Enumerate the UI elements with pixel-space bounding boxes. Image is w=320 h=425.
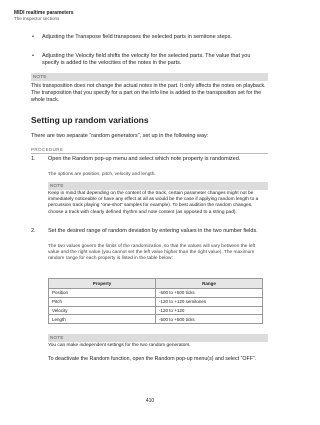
note-header (48, 334, 268, 342)
table-row (49, 297, 263, 306)
table-cell: Pitch (49, 297, 156, 306)
note-label: NOTE (50, 335, 64, 340)
bullet-icon: • (32, 34, 34, 40)
table-cell: Position (49, 289, 156, 298)
section-title: Setting up random variations (31, 115, 149, 125)
table-row (49, 289, 263, 298)
step-number: 2. (31, 228, 36, 234)
note-label: NOTE (33, 74, 47, 79)
bullet-text: Adjusting the Transpose field transposes the selected parts in semitone steps. (42, 34, 232, 40)
note-body: This transposition does not change the actual notes in the part. It only affects the notes on playback. The transposition that you specify for a part on the info line is added to the transposition set for the whole track. (31, 83, 266, 103)
note-body: Keep in mind that depending on the content of the track, certain parameter changes might not be immediately noticeable or have any effect at all as would be the case if applying random length to a percussion track playing “one-shot” samples for example). To best audition the random changes, choose a track with clearly defined rhythm and note content (as opposed to a string pad). (48, 191, 259, 215)
note-header (31, 73, 268, 81)
outro-text: To deactivate the Random function, open the Random pop-up menu(s) and select “OFF”. (48, 356, 257, 362)
page-number: 410 (145, 398, 155, 404)
bullet-text: Adjusting the Velocity field shifts the velocity for the selected parts. The value that you specify is added to the velocities of the notes in the parts. (42, 53, 251, 66)
procedure-rule (31, 153, 268, 154)
section-intro: There are two separate “random generators”, set up in the following way: (31, 133, 209, 139)
table-cell: -120 to +120 semitones (156, 297, 263, 306)
table-header-cell: Range (156, 279, 263, 289)
table-cell: -120 to +120 (156, 306, 263, 315)
table-header-row (49, 279, 263, 289)
table-header-cell: Property (49, 279, 156, 289)
table-row (49, 315, 263, 324)
running-header (14, 10, 73, 22)
range-table (48, 278, 263, 324)
header-subtitle: The Inspector sections (14, 16, 60, 21)
bullet-item (32, 53, 252, 67)
note-body: You can make independent settings for the two random generators. (48, 343, 191, 348)
bullet-item (32, 34, 252, 41)
table-cell: -500 to +500 ticks (156, 315, 263, 324)
step-detail: The options are position, pitch, velocity and length. (48, 172, 156, 177)
table-cell: Velocity (49, 306, 156, 315)
step-text: Open the Random pop-up menu and select which note property is randomized. (48, 156, 241, 162)
step-number: 1. (31, 156, 36, 162)
bullet-icon: • (32, 53, 34, 59)
table-cell: Length (49, 315, 156, 324)
table-row (49, 306, 263, 315)
table-cell: -500 to +500 ticks (156, 289, 263, 298)
note-header (48, 182, 268, 190)
note-label: NOTE (50, 183, 64, 188)
step-text: Set the desired range of random deviation by entering values in the two number fields. (48, 228, 258, 234)
header-title: MIDI realtime parameters (14, 10, 74, 16)
step-detail: The two values govern the limits of the randomization, so that the values will vary between the left value and the right value (you cannot set the left value higher than the right value). The maximum random range for each property is listed in the table below: (48, 244, 256, 262)
procedure-label: PROCEDURE (31, 147, 64, 152)
